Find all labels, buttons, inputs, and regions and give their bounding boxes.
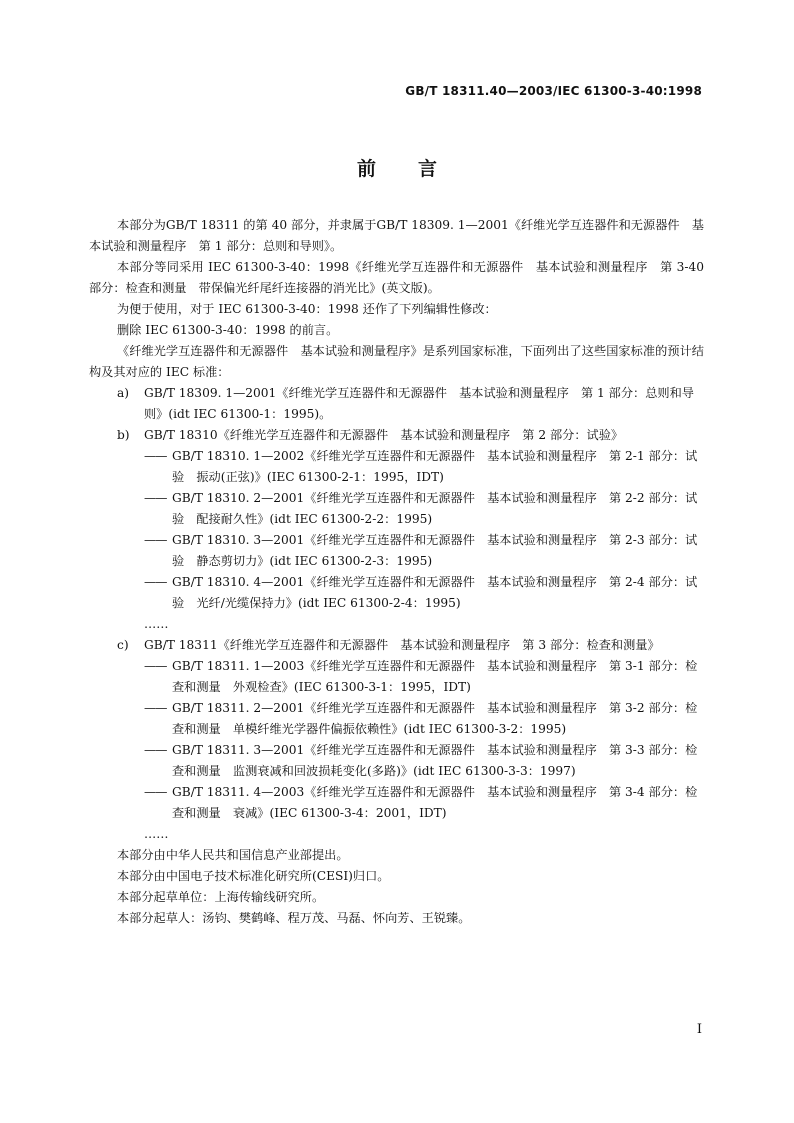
- standard-number: GB/T 18311.40—2003/IEC 61300-3-40:1998: [405, 84, 702, 98]
- sub-item-text: GB/T 18310. 2—2001《纤维光学互连器件和无源器件 基本试验和测量程序 第 2-2 部分：试验 配接耐久性》(idt IEC 61300-2-2：1995): [172, 491, 698, 526]
- list-item-c: [89, 635, 704, 656]
- dash-marker: ——: [144, 449, 167, 463]
- ellipsis: ……: [144, 827, 169, 841]
- list-item-text: GB/T 18309. 1—2001《纤维光学互连器件和无源器件 基本试验和测量程序 第 1 部分：总则和导则》(idt IEC 61300-1：1995)。: [144, 386, 694, 421]
- list-item-text: GB/T 18311《纤维光学互连器件和无源器件 基本试验和测量程序 第 3 部分：检查和测量》: [144, 638, 660, 652]
- list-marker: c): [117, 638, 129, 652]
- list-item-b: [89, 425, 704, 446]
- ellipsis: ……: [144, 617, 169, 631]
- list-item-a: [89, 383, 704, 425]
- page-number: I: [696, 1022, 702, 1037]
- list-marker: b): [117, 428, 130, 442]
- intro-paragraph: 为便于使用，对于 IEC 61300-3-40：1998 还作了下列编辑性修改：: [117, 302, 497, 316]
- dash-marker: ——: [144, 575, 167, 589]
- closing-paragraph: 本部分起草单位：上海传输线研究所。: [117, 890, 325, 904]
- sub-list-item: [89, 446, 704, 488]
- sub-list-item: [89, 530, 704, 572]
- sub-item-text: GB/T 18310. 1—2002《纤维光学互连器件和无源器件 基本试验和测量程序 第 2-1 部分：试验 振动(正弦)》(IEC 61300-2-1：1995，IDT): [172, 449, 698, 484]
- intro-paragraph: 本部分等同采用 IEC 61300-3-40：1998《纤维光学互连器件和无源器件 基本试验和测量程序 第 3-40 部分：检查和测量 带保偏光纤尾纤连接器的消光比》(英文版)。: [89, 260, 704, 295]
- intro-paragraph: 本部分为GB/T 18311 的第 40 部分，并隶属于GB/T 18309. 1—2001《纤维光学互连器件和无源器件 基本试验和测量程序 第 1 部分：总则和导则》。: [89, 218, 704, 253]
- sub-list-item: [89, 488, 704, 530]
- preface-body: [89, 215, 704, 929]
- sub-list-item: [89, 656, 704, 698]
- closing-paragraph: 本部分起草人：汤钧、樊鹤峰、程万茂、马磊、怀向芳、王锐臻。: [117, 911, 471, 925]
- dash-marker: ——: [144, 533, 167, 547]
- sub-item-text: GB/T 18311. 2—2001《纤维光学互连器件和无源器件 基本试验和测量程序 第 3-2 部分：检查和测量 单模纤维光学器件偏振依赖性》(idt IEC 61300-3-2：1995): [172, 701, 698, 736]
- dash-marker: ——: [144, 785, 167, 799]
- list-item-text: GB/T 18310《纤维光学互连器件和无源器件 基本试验和测量程序 第 2 部分：试验》: [144, 428, 624, 442]
- list-marker: a): [117, 386, 130, 400]
- sub-item-text: GB/T 18310. 3—2001《纤维光学互连器件和无源器件 基本试验和测量程序 第 2-3 部分：试验 静态剪切力》(idt IEC 61300-2-3：1995): [172, 533, 698, 568]
- closing-paragraph: 本部分由中华人民共和国信息产业部提出。: [117, 848, 349, 862]
- sub-list-item: [89, 572, 704, 614]
- sub-item-text: GB/T 18310. 4—2001《纤维光学互连器件和无源器件 基本试验和测量程序 第 2-4 部分：试验 光纤/光缆保持力》(idt IEC 61300-2-4：1995): [172, 575, 698, 610]
- sub-item-text: GB/T 18311. 3—2001《纤维光学互连器件和无源器件 基本试验和测量程序 第 3-3 部分：检查和测量 监测衰减和回波损耗变化(多路)》(idt IEC 61300-3-3：1997): [172, 743, 698, 778]
- sub-list-item: [89, 698, 704, 740]
- intro-paragraph: 《纤维光学互连器件和无源器件 基本试验和测量程序》是系列国家标准，下面列出了这些国家标准的预计结构及其对应的 IEC 标准：: [89, 344, 704, 379]
- sub-list-item: [89, 740, 704, 782]
- dash-marker: ——: [144, 743, 167, 757]
- page-title: 前言: [356, 158, 479, 180]
- dash-marker: ——: [144, 659, 167, 673]
- closing-paragraph: 本部分由中国电子技术标准化研究所(CESI)归口。: [117, 869, 390, 883]
- sub-list-item: [89, 782, 704, 824]
- intro-paragraph: 删除 IEC 61300-3-40：1998 的前言。: [117, 323, 339, 337]
- sub-item-text: GB/T 18311. 1—2003《纤维光学互连器件和无源器件 基本试验和测量程序 第 3-1 部分：检查和测量 外观检查》(IEC 61300-3-1：1995，IDT): [172, 659, 698, 694]
- dash-marker: ——: [144, 701, 167, 715]
- dash-marker: ——: [144, 491, 167, 505]
- sub-item-text: GB/T 18311. 4—2003《纤维光学互连器件和无源器件 基本试验和测量程序 第 3-4 部分：检查和测量 衰减》(IEC 61300-3-4：2001，IDT): [172, 785, 698, 820]
